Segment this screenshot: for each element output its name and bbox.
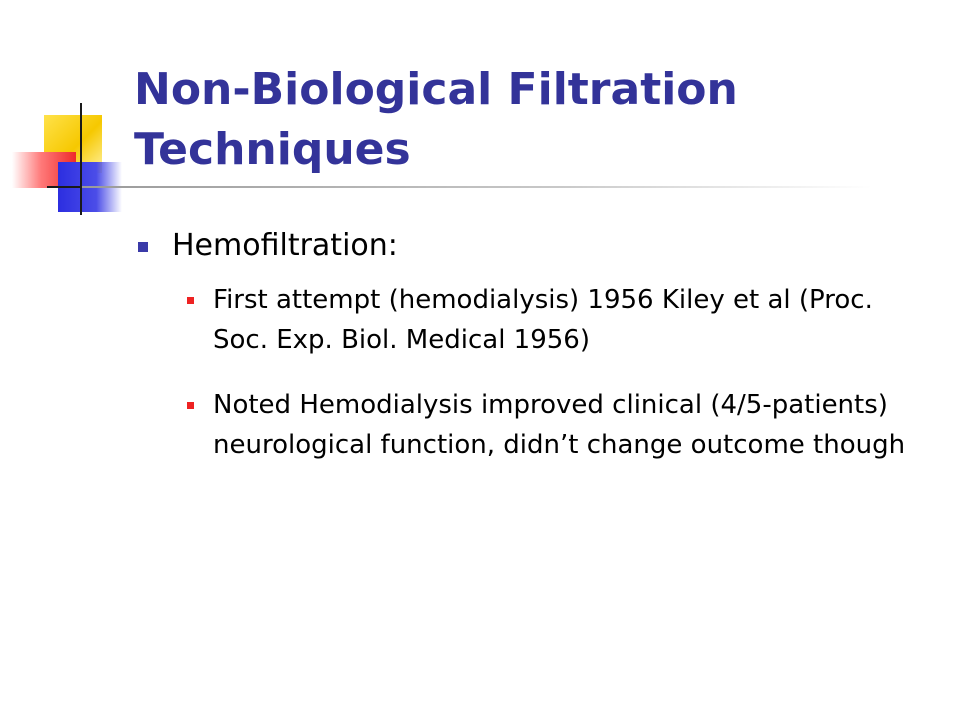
level1-bullet-square-icon	[138, 242, 148, 252]
level2-bullet-square-icon	[187, 297, 194, 304]
level2-bullet-square-icon	[187, 402, 194, 409]
slide-title: Non-Biological Filtration Techniques	[134, 64, 738, 175]
sub-bullet-noted-hemodialysis: Noted Hemodialysis improved clinical (4/5-patients) neurological function, didn’t change outcome though	[213, 390, 906, 460]
bullet-hemofiltration: Hemofiltration:	[172, 228, 398, 263]
decorative-squares-logo	[0, 0, 140, 230]
sub-bullet-first-attempt: First attempt (hemodialysis) 1956 Kiley et al (Proc. Soc. Exp. Biol. Medical 1956)	[213, 285, 873, 355]
logo-vertical-line	[80, 103, 82, 215]
title-divider-line	[82, 186, 872, 188]
